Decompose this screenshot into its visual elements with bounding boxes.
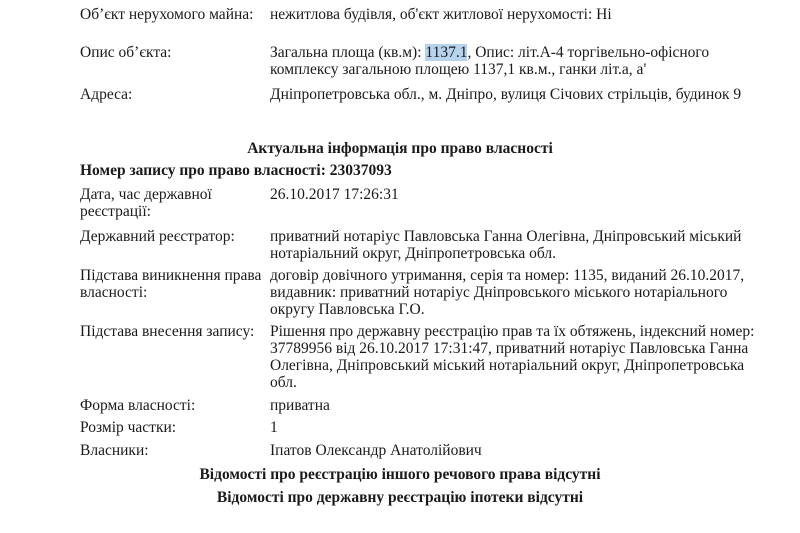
field-label: Державний реєстратор: — [80, 228, 235, 245]
field-label: Розмір частки: — [80, 419, 177, 436]
field-label: Дата, час державної реєстрації: — [80, 186, 212, 220]
value-prefix: Загальна площа (кв.м): — [270, 44, 426, 61]
record-number: Номер запису про право власності: 23037093 — [80, 162, 392, 179]
field-label: Опис об’єкта: — [80, 44, 172, 61]
field-value: Рішення про державну реєстрацію прав та їх обтяжень, індексний номер: 37789956 від 26.10.2017 17:31:47, приватний нотаріус Павловська Ганна Олегівна, Дніпровський міський нотаріальний округ, Дніпропетровська обл. — [270, 323, 755, 391]
field-value: нежитлова будівля, об'єкт житлової нерухомості: Ні — [270, 6, 612, 23]
other-rights-note: Відомості про реєстрацію іншого речового права відсутні — [199, 466, 601, 483]
ownership-heading: Актуальна інформація про право власності — [247, 140, 553, 157]
field-label: Власники: — [80, 442, 149, 459]
field-value: 26.10.2017 17:26:31 — [270, 186, 399, 203]
field-value: приватна — [270, 397, 330, 414]
field-label: Об’єкт нерухомого майна: — [80, 6, 254, 23]
field-label: Підстава виникнення права власності: — [80, 267, 262, 301]
field-label: Підстава внесення запису: — [80, 323, 255, 340]
field-value: договір довічного утримання, серія та номер: 1135, виданий 26.10.2017, видавник: приватний нотаріус Дніпровського міського нотаріального округу Павловська Г.О. — [270, 267, 745, 318]
mortgage-note: Відомості про державну реєстрацію іпотеки відсутні — [216, 489, 584, 506]
field-value: Іпатов Олександр Анатолійович — [270, 442, 482, 459]
field-label: Адреса: — [80, 86, 133, 103]
value-suffix: , Опис: літ.А-4 торгівельно-офісного комплексу загальною площею 1137,1 кв.м., ганки літ.а, а' — [270, 44, 710, 78]
field-value: 1 — [270, 419, 278, 436]
field-label: Форма власності: — [80, 397, 196, 414]
highlighted-area[interactable]: 1137.1 — [425, 44, 468, 61]
field-value: Дніпропетровська обл., м. Дніпро, вулиця Січових стрільців, будинок 9 — [270, 86, 742, 103]
field-value — [270, 44, 770, 78]
field-value: приватний нотаріус Павловська Ганна Олегівна, Дніпровський міський нотаріальний округ, Дніпропетровська обл. — [270, 228, 742, 262]
